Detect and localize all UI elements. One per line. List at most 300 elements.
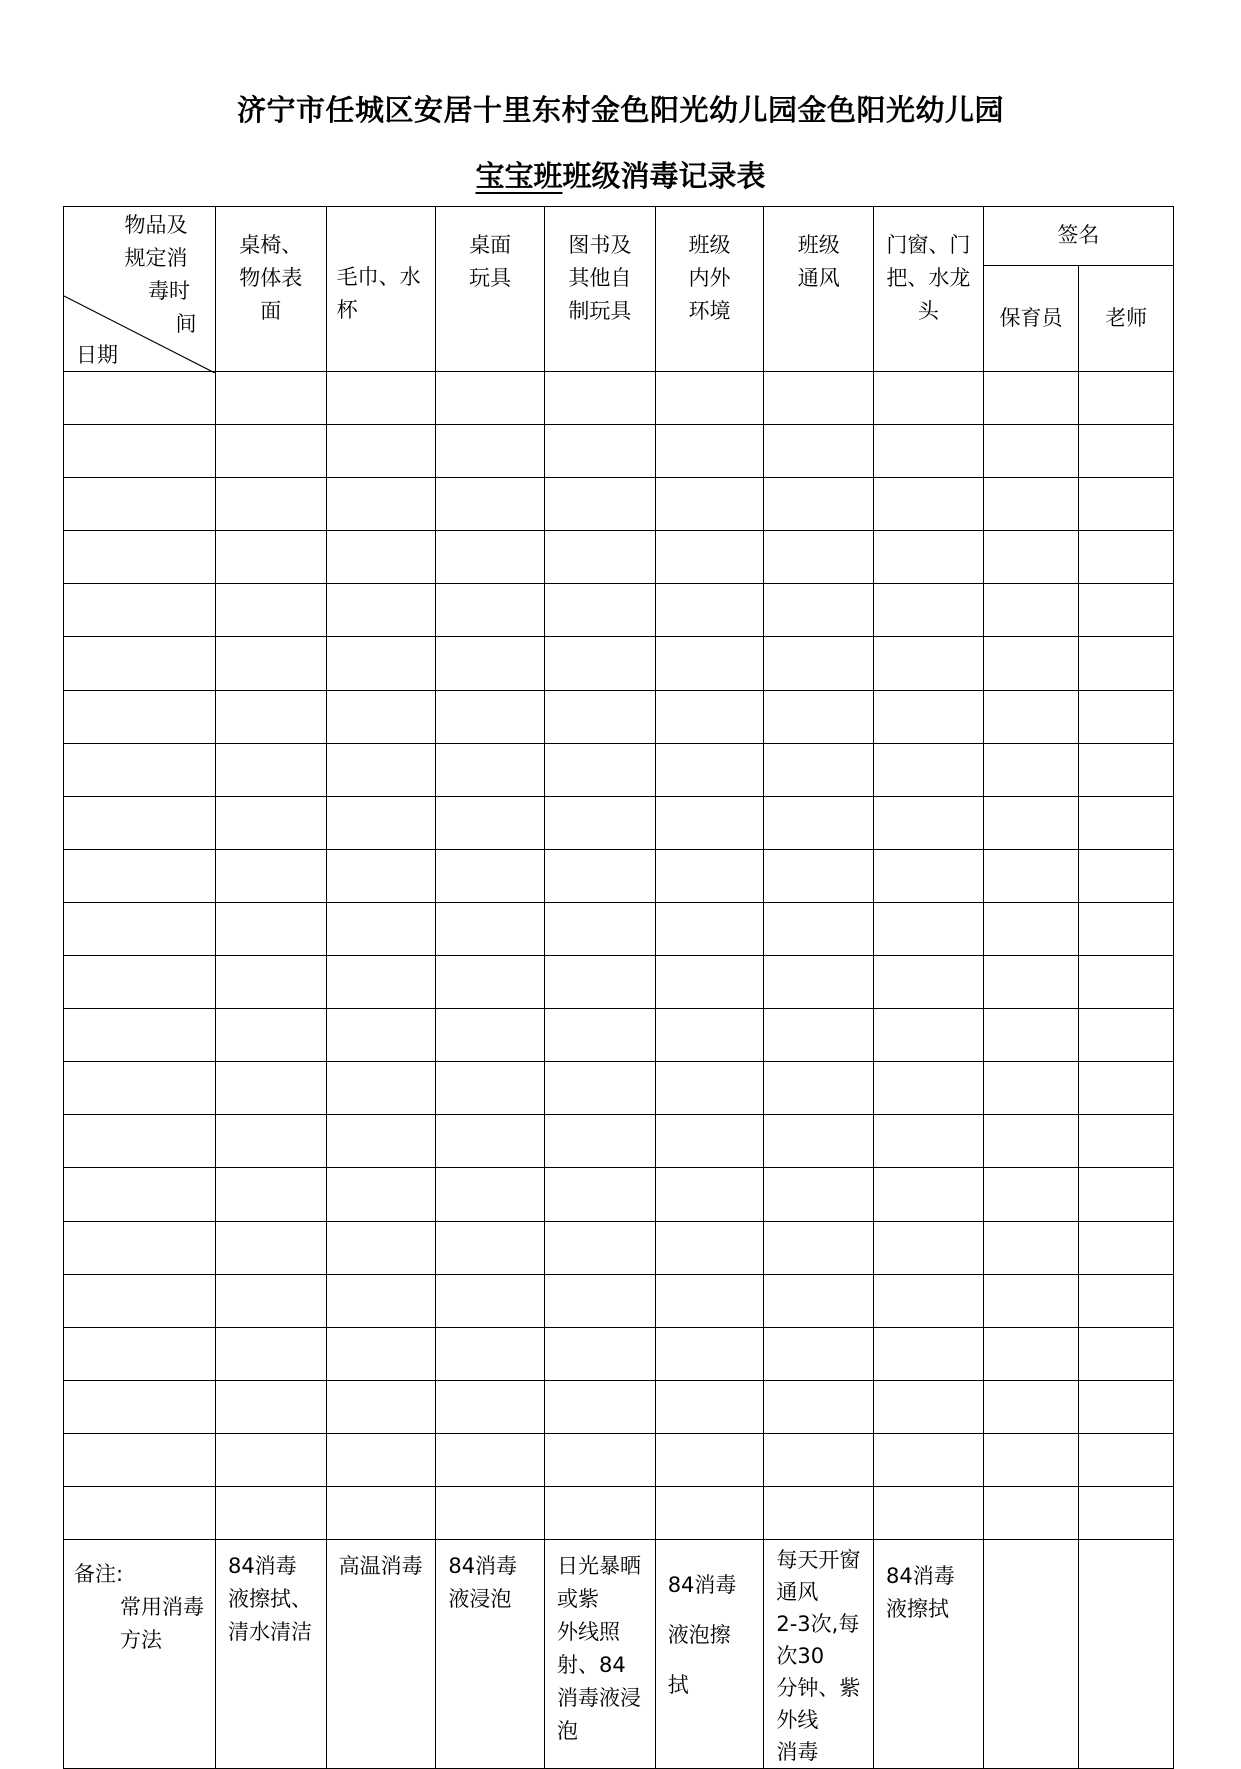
record-cell[interactable] (215, 1009, 326, 1062)
header-line: 头 (917, 299, 939, 323)
record-cell[interactable] (326, 584, 436, 637)
record-cell[interactable] (764, 1221, 874, 1274)
record-cell[interactable] (874, 584, 984, 637)
record-cell[interactable] (436, 902, 545, 955)
note-method-cell (215, 1540, 326, 1769)
record-cell[interactable] (1079, 531, 1174, 584)
record-cell[interactable] (545, 902, 656, 955)
record-cell[interactable] (1079, 1115, 1174, 1168)
record-cell[interactable] (874, 902, 984, 955)
record-cell[interactable] (436, 1221, 545, 1274)
record-cell[interactable] (1079, 1327, 1174, 1380)
record-cell[interactable] (545, 1168, 656, 1221)
record-cell[interactable] (545, 531, 656, 584)
record-cell[interactable] (215, 796, 326, 849)
date-cell[interactable] (64, 425, 216, 478)
record-row (64, 1274, 1174, 1327)
record-cell[interactable] (764, 1274, 874, 1327)
notes-row (64, 1540, 1174, 1769)
record-cell[interactable] (983, 1009, 1079, 1062)
note-line: 外线照射、84 (557, 1620, 626, 1678)
record-cell[interactable] (874, 372, 984, 425)
record-cell[interactable] (655, 1486, 764, 1539)
date-cell[interactable] (64, 1433, 216, 1486)
header-line: 其他自 (568, 266, 632, 290)
record-cell[interactable] (545, 849, 656, 902)
corner-line: 间 (175, 312, 197, 336)
record-cell[interactable] (655, 690, 764, 743)
record-cell[interactable] (655, 1009, 764, 1062)
corner-header-cell (64, 207, 216, 372)
record-cell[interactable] (983, 1380, 1079, 1433)
record-cell[interactable] (436, 637, 545, 690)
record-cell[interactable] (655, 372, 764, 425)
record-cell[interactable] (215, 425, 326, 478)
record-cell[interactable] (983, 1486, 1079, 1539)
disinfection-record-table (63, 206, 1174, 1769)
record-row (64, 690, 1174, 743)
record-cell[interactable] (326, 425, 436, 478)
record-cell[interactable] (545, 690, 656, 743)
corner-items-label (106, 209, 206, 341)
date-cell[interactable] (64, 956, 216, 1009)
record-cell[interactable] (545, 1274, 656, 1327)
record-cell[interactable] (326, 796, 436, 849)
record-cell[interactable] (764, 1009, 874, 1062)
record-cell[interactable] (326, 1486, 436, 1539)
note-signature-caregiver (983, 1540, 1079, 1769)
column-header-ventilation (764, 207, 874, 372)
record-cell[interactable] (436, 956, 545, 1009)
note-line: 高温消毒 (338, 1554, 423, 1579)
record-cell[interactable] (436, 1009, 545, 1062)
record-cell[interactable] (326, 956, 436, 1009)
notes-label-cell (64, 1540, 216, 1769)
record-cell[interactable] (1079, 1380, 1174, 1433)
record-cell[interactable] (1079, 902, 1174, 955)
date-cell[interactable] (64, 1380, 216, 1433)
record-cell[interactable] (983, 849, 1079, 902)
record-cell[interactable] (874, 478, 984, 531)
record-cell[interactable] (1079, 425, 1174, 478)
record-cell[interactable] (545, 478, 656, 531)
notes-label: 备注: (74, 1562, 124, 1587)
record-cell[interactable] (326, 478, 436, 531)
record-cell[interactable] (983, 584, 1079, 637)
header-line: 环境 (688, 299, 731, 323)
record-cell[interactable] (764, 902, 874, 955)
record-row (64, 372, 1174, 425)
record-cell[interactable] (983, 690, 1079, 743)
record-cell[interactable] (436, 743, 545, 796)
note-line: 84消毒液泡擦 (667, 1573, 737, 1648)
header-line: 班级 (797, 233, 840, 257)
record-cell[interactable] (983, 637, 1079, 690)
note-method-cell (874, 1540, 984, 1769)
record-cell[interactable] (1079, 1062, 1174, 1115)
record-cell[interactable] (1079, 478, 1174, 531)
record-row (64, 1433, 1174, 1486)
record-cell[interactable] (436, 425, 545, 478)
record-row (64, 531, 1174, 584)
record-cell[interactable] (983, 902, 1079, 955)
record-row (64, 1380, 1174, 1433)
record-cell[interactable] (983, 1062, 1079, 1115)
record-cell[interactable] (545, 372, 656, 425)
note-method-cell (764, 1540, 874, 1769)
signature-caregiver-header: 保育员 (983, 266, 1079, 372)
record-cell[interactable] (764, 1433, 874, 1486)
record-cell[interactable] (1079, 1168, 1174, 1221)
record-cell[interactable] (545, 1221, 656, 1274)
record-cell[interactable] (764, 584, 874, 637)
date-cell[interactable] (64, 1327, 216, 1380)
record-cell[interactable] (215, 1327, 326, 1380)
record-cell[interactable] (436, 1380, 545, 1433)
header-line: 桌椅、 (239, 233, 303, 257)
record-cell[interactable] (655, 1062, 764, 1115)
record-row (64, 584, 1174, 637)
header-line: 内外 (688, 266, 731, 290)
record-cell[interactable] (215, 849, 326, 902)
corner-line: 毒时 (148, 279, 190, 303)
record-cell[interactable] (545, 956, 656, 1009)
record-row (64, 1221, 1174, 1274)
record-cell[interactable] (655, 531, 764, 584)
record-cell[interactable] (655, 743, 764, 796)
record-cell[interactable] (874, 743, 984, 796)
record-cell[interactable] (326, 1168, 436, 1221)
record-cell[interactable] (874, 1486, 984, 1539)
header-line: 物体表 (239, 266, 303, 290)
record-cell[interactable] (215, 584, 326, 637)
date-cell[interactable] (64, 372, 216, 425)
record-cell[interactable] (655, 584, 764, 637)
record-cell[interactable] (655, 425, 764, 478)
record-cell[interactable] (1079, 1433, 1174, 1486)
record-cell[interactable] (436, 1274, 545, 1327)
record-cell[interactable] (983, 372, 1079, 425)
record-cell[interactable] (655, 1380, 764, 1433)
record-row (64, 1168, 1174, 1221)
record-cell[interactable] (436, 849, 545, 902)
header-line: 毛巾、水 (336, 265, 421, 289)
record-cell[interactable] (1079, 796, 1174, 849)
record-cell[interactable] (764, 1380, 874, 1433)
record-cell[interactable] (764, 849, 874, 902)
record-cell[interactable] (764, 743, 874, 796)
record-cell[interactable] (983, 1168, 1079, 1221)
date-cell[interactable] (64, 478, 216, 531)
record-cell[interactable] (655, 796, 764, 849)
record-cell[interactable] (215, 1062, 326, 1115)
date-cell[interactable] (64, 902, 216, 955)
record-cell[interactable] (215, 1380, 326, 1433)
record-cell[interactable] (983, 796, 1079, 849)
signature-teacher-header: 老师 (1079, 266, 1174, 372)
record-cell[interactable] (983, 531, 1079, 584)
record-cell[interactable] (545, 743, 656, 796)
date-cell[interactable] (64, 1486, 216, 1539)
column-header-environment (655, 207, 764, 372)
header-line: 把、水龙 (886, 266, 971, 290)
record-cell[interactable] (436, 1168, 545, 1221)
record-cell[interactable] (436, 1486, 545, 1539)
record-row (64, 902, 1174, 955)
record-cell[interactable] (545, 1486, 656, 1539)
corner-line: 物品及 (124, 213, 188, 237)
record-cell[interactable] (1079, 956, 1174, 1009)
record-row (64, 1486, 1174, 1539)
record-row (64, 1115, 1174, 1168)
record-cell[interactable] (1079, 372, 1174, 425)
record-cell[interactable] (326, 690, 436, 743)
record-cell[interactable] (655, 1168, 764, 1221)
record-cell[interactable] (655, 1433, 764, 1486)
note-method-cell (436, 1540, 545, 1769)
record-cell[interactable] (655, 1221, 764, 1274)
record-cell[interactable] (545, 1380, 656, 1433)
corner-line: 规定消 (124, 246, 188, 270)
record-cell[interactable] (326, 637, 436, 690)
header-line: 通风 (797, 266, 840, 290)
note-line: 84消毒液擦拭 (886, 1564, 955, 1622)
record-cell[interactable] (874, 1274, 984, 1327)
class-name: 宝宝班 (475, 159, 563, 193)
record-cell[interactable] (436, 372, 545, 425)
date-cell[interactable] (64, 743, 216, 796)
column-header-towels (326, 207, 436, 372)
date-cell[interactable] (64, 531, 216, 584)
record-cell[interactable] (215, 531, 326, 584)
header-line: 玩具 (469, 266, 512, 290)
record-cell[interactable] (436, 690, 545, 743)
record-cell[interactable] (874, 531, 984, 584)
record-cell[interactable] (764, 531, 874, 584)
record-cell[interactable] (1079, 743, 1174, 796)
column-header-doors (874, 207, 984, 372)
note-signature-teacher (1079, 1540, 1174, 1769)
record-cell[interactable] (215, 1221, 326, 1274)
record-cell[interactable] (764, 1115, 874, 1168)
date-cell[interactable] (64, 1221, 216, 1274)
record-cell[interactable] (655, 902, 764, 955)
record-row (64, 1009, 1174, 1062)
record-cell[interactable] (436, 1327, 545, 1380)
record-cell[interactable] (874, 690, 984, 743)
record-cell[interactable] (1079, 849, 1174, 902)
column-header-furniture (215, 207, 326, 372)
record-cell[interactable] (764, 690, 874, 743)
record-cell[interactable] (545, 1115, 656, 1168)
record-cell[interactable] (215, 1168, 326, 1221)
record-cell[interactable] (326, 1221, 436, 1274)
record-cell[interactable] (874, 637, 984, 690)
record-cell[interactable] (764, 425, 874, 478)
record-cell[interactable] (874, 796, 984, 849)
record-cell[interactable] (764, 478, 874, 531)
record-cell[interactable] (983, 425, 1079, 478)
date-cell[interactable] (64, 637, 216, 690)
record-cell[interactable] (545, 1009, 656, 1062)
record-row (64, 1062, 1174, 1115)
record-cell[interactable] (983, 956, 1079, 1009)
record-cell[interactable] (764, 796, 874, 849)
record-cell[interactable] (983, 743, 1079, 796)
record-cell[interactable] (655, 1115, 764, 1168)
date-cell[interactable] (64, 1009, 216, 1062)
record-cell[interactable] (874, 849, 984, 902)
header-line: 桌面 (469, 233, 512, 257)
column-header-books (545, 207, 656, 372)
date-cell[interactable] (64, 1062, 216, 1115)
record-cell[interactable] (215, 956, 326, 1009)
note-method-cell (545, 1540, 656, 1769)
record-cell[interactable] (1079, 584, 1174, 637)
note-line: 拭 (667, 1673, 689, 1698)
record-cell[interactable] (874, 1009, 984, 1062)
subtitle-suffix: 班级消毒记录表 (562, 159, 766, 193)
note-line: 消毒 (776, 1740, 819, 1765)
record-cell[interactable] (215, 690, 326, 743)
record-cell[interactable] (983, 478, 1079, 531)
record-cell[interactable] (545, 1327, 656, 1380)
date-cell[interactable] (64, 584, 216, 637)
record-cell[interactable] (545, 584, 656, 637)
record-cell[interactable] (436, 796, 545, 849)
date-cell[interactable] (64, 1168, 216, 1221)
record-cell[interactable] (874, 425, 984, 478)
record-cell[interactable] (764, 1327, 874, 1380)
record-cell[interactable] (764, 1168, 874, 1221)
record-cell[interactable] (326, 531, 436, 584)
record-cell[interactable] (436, 531, 545, 584)
record-cell[interactable] (436, 584, 545, 637)
record-cell[interactable] (874, 956, 984, 1009)
date-cell[interactable] (64, 1115, 216, 1168)
record-cell[interactable] (983, 1433, 1079, 1486)
record-cell[interactable] (1079, 637, 1174, 690)
record-cell[interactable] (436, 478, 545, 531)
record-row (64, 849, 1174, 902)
record-cell[interactable] (764, 956, 874, 1009)
note-line: 2-3次,每次30 (776, 1612, 860, 1669)
note-method-cell (326, 1540, 436, 1769)
date-cell[interactable] (64, 690, 216, 743)
record-cell[interactable] (215, 478, 326, 531)
record-cell[interactable] (655, 1274, 764, 1327)
record-cell[interactable] (874, 1433, 984, 1486)
record-cell[interactable] (326, 743, 436, 796)
record-cell[interactable] (764, 1486, 874, 1539)
record-cell[interactable] (545, 1433, 656, 1486)
record-cell[interactable] (983, 1274, 1079, 1327)
record-cell[interactable] (764, 637, 874, 690)
date-cell[interactable] (64, 849, 216, 902)
record-cell[interactable] (326, 1009, 436, 1062)
record-cell[interactable] (1079, 1274, 1174, 1327)
record-cell[interactable] (545, 796, 656, 849)
record-cell[interactable] (215, 902, 326, 955)
record-cell[interactable] (1079, 1221, 1174, 1274)
record-cell[interactable] (764, 372, 874, 425)
record-cell[interactable] (874, 1380, 984, 1433)
record-cell[interactable] (215, 637, 326, 690)
record-row (64, 425, 1174, 478)
record-cell[interactable] (655, 478, 764, 531)
header-line: 班级 (688, 233, 731, 257)
header-line: 门窗、门 (886, 233, 971, 257)
record-cell[interactable] (655, 956, 764, 1009)
record-cell[interactable] (983, 1221, 1079, 1274)
record-cell[interactable] (436, 1433, 545, 1486)
record-row (64, 796, 1174, 849)
record-cell[interactable] (545, 1062, 656, 1115)
record-cell[interactable] (874, 1168, 984, 1221)
record-cell[interactable] (326, 1115, 436, 1168)
note-method-cell (655, 1540, 764, 1769)
record-cell[interactable] (326, 1274, 436, 1327)
note-line: 消毒液浸泡 (557, 1686, 641, 1744)
record-cell[interactable] (764, 1062, 874, 1115)
date-cell[interactable] (64, 1274, 216, 1327)
record-cell[interactable] (1079, 1486, 1174, 1539)
record-cell[interactable] (326, 849, 436, 902)
record-cell[interactable] (326, 372, 436, 425)
record-cell[interactable] (326, 902, 436, 955)
record-cell[interactable] (215, 372, 326, 425)
record-cell[interactable] (874, 1327, 984, 1380)
record-cell[interactable] (215, 1274, 326, 1327)
note-line: 清水清洁 (227, 1620, 312, 1645)
record-row (64, 743, 1174, 796)
record-cell[interactable] (983, 1115, 1079, 1168)
signature-header: 签名 (983, 207, 1173, 266)
record-row (64, 1327, 1174, 1380)
record-cell[interactable] (326, 1327, 436, 1380)
record-cell[interactable] (1079, 1009, 1174, 1062)
document-subtitle (0, 154, 1241, 195)
corner-date-label: 日期 (76, 343, 118, 367)
record-cell[interactable] (874, 1221, 984, 1274)
record-cell[interactable] (655, 849, 764, 902)
record-cell[interactable] (983, 1327, 1079, 1380)
record-cell[interactable] (545, 637, 656, 690)
record-cell[interactable] (655, 1327, 764, 1380)
record-cell[interactable] (215, 743, 326, 796)
record-cell[interactable] (326, 1380, 436, 1433)
record-cell[interactable] (215, 1486, 326, 1539)
header-line: 制玩具 (568, 299, 632, 323)
record-cell[interactable] (436, 1062, 545, 1115)
record-row (64, 478, 1174, 531)
record-cell[interactable] (655, 637, 764, 690)
header-line: 面 (260, 299, 282, 323)
record-cell[interactable] (874, 1062, 984, 1115)
record-cell[interactable] (545, 425, 656, 478)
record-cell[interactable] (874, 1115, 984, 1168)
note-line: 84消毒液擦拭、 (227, 1554, 312, 1612)
record-cell[interactable] (326, 1062, 436, 1115)
record-cell[interactable] (215, 1433, 326, 1486)
column-header-toys (436, 207, 545, 372)
document-title: 济宁市任城区安居十里东村金色阳光幼儿园金色阳光幼儿园 (236, 93, 1004, 127)
record-cell[interactable] (326, 1433, 436, 1486)
record-cell[interactable] (1079, 690, 1174, 743)
record-cell[interactable] (215, 1115, 326, 1168)
date-cell[interactable] (64, 796, 216, 849)
record-cell[interactable] (436, 1115, 545, 1168)
